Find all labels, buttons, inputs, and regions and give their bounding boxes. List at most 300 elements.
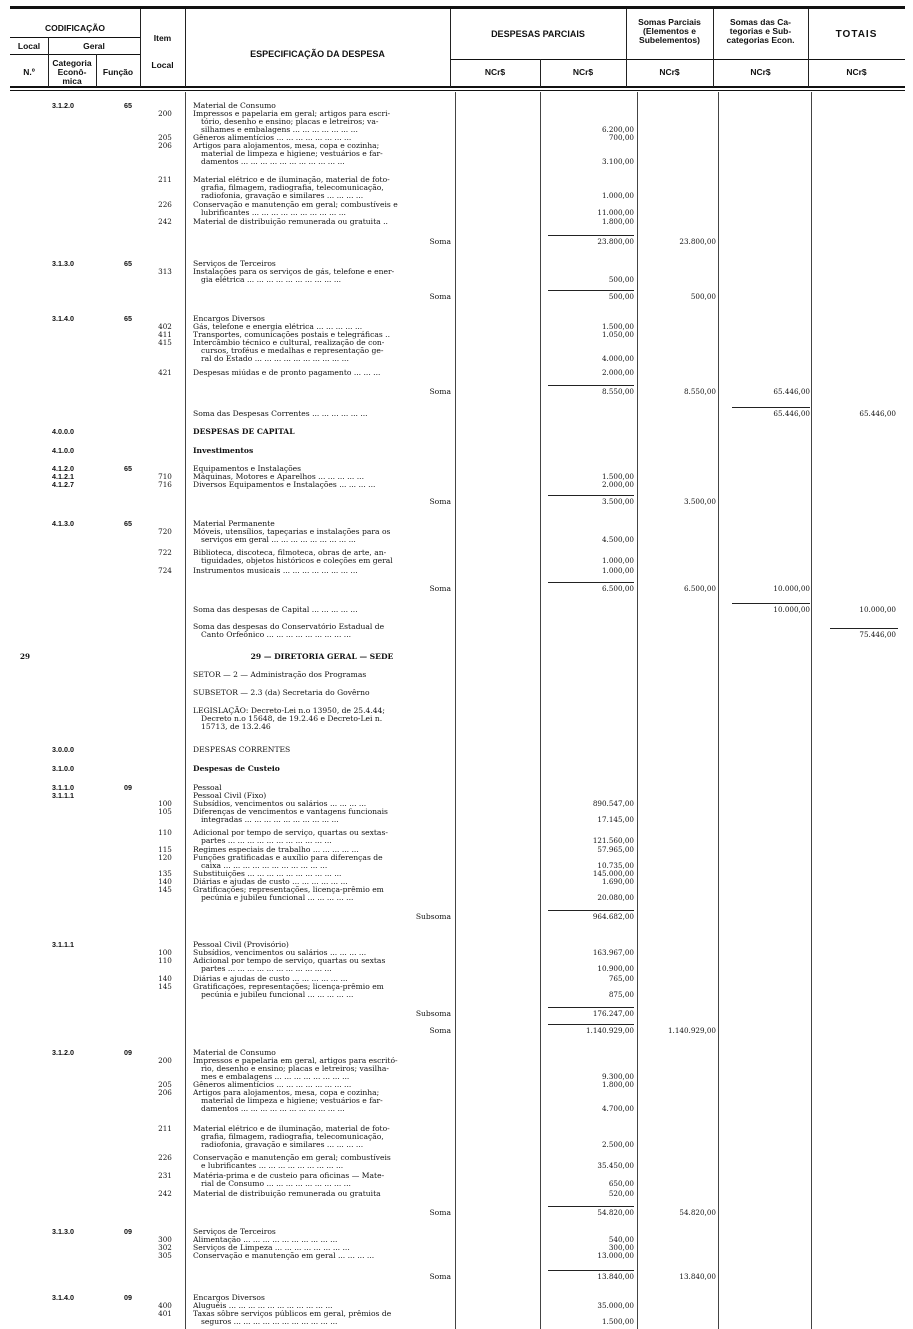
partial-expense-value: 3.500,00 [601, 497, 634, 506]
expense-description: Soma [429, 292, 451, 301]
expense-description: Conservação e manutenção em geral; combustíveis [193, 1153, 391, 1162]
total-value: 65.446,00 [859, 409, 896, 418]
expense-description: SETOR — 2 — Administração dos Programas [193, 670, 367, 679]
partial-sum-value: 500,00 [690, 292, 716, 301]
item-code: 400 [158, 1301, 172, 1310]
economic-category-code: 3.1.1.0 [52, 783, 74, 792]
expense-description: partes ... ... ... ... ... ... ... ... ... ... ... [201, 836, 332, 845]
header-categoria-3: mica [62, 76, 82, 86]
expense-description: Adicional por tempo de serviço, quartas ou sextas [193, 956, 386, 965]
expense-description: Soma das despesas do Conservatório Estadual de [193, 622, 385, 631]
ledger-row [0, 535, 913, 545]
expense-description: Alimentação ... ... ... ... ... ... ... ... ... ... [193, 1235, 338, 1244]
economic-category-code: 3.1.2.0 [52, 1048, 74, 1057]
sum-rule [548, 910, 634, 911]
ledger-row [0, 354, 913, 364]
partial-expense-value: 4.700,00 [601, 1104, 634, 1113]
header-codificacao: CODIFICAÇÃO [45, 23, 105, 33]
item-code: 110 [158, 828, 172, 837]
economic-category-code: 3.1.1.1 [52, 940, 74, 949]
partial-expense-value: 1.800,00 [601, 1080, 634, 1089]
ledger-row [0, 1179, 913, 1189]
partial-expense-value: 20.080,00 [597, 893, 634, 902]
item-code: 100 [158, 948, 172, 957]
item-code: 145 [158, 982, 172, 991]
header-currency-3: NCr$ [659, 67, 680, 77]
header-somas-categorias-3: categorias Econ. [726, 35, 795, 45]
expense-description: radiofonia, gravação e similares ... ... ... ... [201, 1140, 364, 1149]
partial-expense-value: 145.000,00 [592, 869, 634, 878]
item-code: 401 [158, 1309, 172, 1318]
expense-description: grafia, filmagem, radiografia, telecomunicação, [201, 1132, 384, 1141]
economic-category-code: 4.1.2.1 [52, 472, 74, 481]
expense-description: cursos, troféus e medalhas e representação ge- [201, 346, 384, 355]
header-categoria-2: Econô- [57, 67, 87, 77]
expense-description: integradas ... ... ... ... ... ... ... ... ... ... [201, 815, 339, 824]
expense-description: Material de Consumo [193, 101, 276, 110]
ledger-row [0, 630, 913, 640]
partial-expense-value: 890.547,00 [592, 799, 634, 808]
partial-expense-value: 650,00 [608, 1179, 634, 1188]
ledger-row [0, 893, 913, 903]
expense-description: Soma [429, 497, 451, 506]
partial-expense-value: 765,00 [608, 974, 634, 983]
item-code: 145 [158, 885, 172, 894]
expense-description: Serviços de Terceiros [193, 1227, 276, 1236]
expense-description: Canto Orfeônico ... ... ... ... ... ... ... ... ... [201, 630, 352, 639]
expense-description: serviços em geral ... ... ... ... ... ... ... ... ... [201, 535, 356, 544]
sum-rule [548, 290, 634, 291]
ledger-row [0, 387, 913, 397]
expense-description: Impressos e papelaria em geral, artigos para escritó- [193, 1056, 398, 1065]
function-code: 65 [124, 519, 132, 528]
economic-category-code: 3.0.0.0 [52, 745, 74, 754]
header-item: Item [153, 33, 172, 43]
expense-description: caixa ... ... ... ... ... ... ... ... ... ... ... [201, 861, 328, 870]
expense-description: Conservação e manutenção em geral ... ... ... ... [193, 1251, 375, 1260]
category-sum-value: 65.446,00 [773, 409, 810, 418]
header-currency-2: NCr$ [572, 67, 594, 77]
partial-expense-value: 500,00 [608, 292, 634, 301]
item-code: 231 [158, 1171, 172, 1180]
header-funcao: Função [102, 67, 134, 77]
function-code: 09 [124, 1293, 132, 1302]
sum-rule [732, 603, 810, 604]
expense-description: Gratificações, representações; licença-prêmio em [193, 982, 384, 991]
economic-category-code: 4.0.0.0 [52, 427, 74, 436]
ledger-row [0, 1251, 913, 1261]
ledger-row [0, 1208, 913, 1218]
expense-description: tiguidades, objetos históricos e coleções em geral [201, 556, 393, 565]
partial-expense-value: 875,00 [608, 990, 634, 999]
expense-description: Soma [429, 1272, 451, 1281]
top-rule [10, 6, 905, 9]
partial-expense-value: 1.050,00 [601, 330, 634, 339]
partial-expense-value: 3.100,00 [601, 157, 634, 166]
expense-description: tório, desenho e ensino; placas e letreiros; va- [201, 117, 379, 126]
expense-description: Diferenças de vencimentos e vantagens funcionais [193, 807, 388, 816]
expense-description: Material de distribuição remunerada ou gratuita .. [193, 217, 388, 226]
economic-category-code: 4.1.0.0 [52, 446, 74, 455]
expense-description: Intercâmbio técnico e cultural, realização de con- [193, 338, 385, 347]
partial-expense-value: 1.000,00 [601, 556, 634, 565]
partial-expense-value: 54.820,00 [597, 1208, 634, 1217]
expense-description: rial de Consumo ... ... ... ... ... ... ... ... ... [201, 1179, 351, 1188]
partial-expense-value: 1.000,00 [601, 566, 634, 575]
expense-description: Serviços de Terceiros [193, 259, 276, 268]
expense-description: Gás, telefone e energia elétrica ... ... ... ... ... [193, 322, 363, 331]
expense-description: DESPESAS DE CAPITAL [193, 427, 295, 436]
item-code: 115 [158, 845, 172, 854]
ledger-row [0, 237, 913, 247]
header-geral: Geral [83, 41, 105, 51]
partial-expense-value: 1.500,00 [601, 472, 634, 481]
partial-expense-value: 23.800,00 [597, 237, 634, 246]
expense-description: Instalações para os serviços de gás, telefone e ener- [193, 267, 395, 276]
item-code: 211 [158, 1124, 172, 1133]
partial-sum-value: 23.800,00 [679, 237, 716, 246]
expense-description: Substituições ... ... ... ... ... ... ... ... ... ... [193, 869, 342, 878]
expense-description: Soma [429, 237, 451, 246]
expense-description: pecúnia e jubileu funcional ... ... ... ... ... [201, 893, 354, 902]
expense-description: gia elétrica ... ... ... ... ... ... ... ... ... ... [201, 275, 342, 284]
partial-expense-value: 6.500,00 [601, 584, 634, 593]
partial-expense-value: 964.682,00 [592, 912, 634, 921]
header-totais: TOTAIS [835, 29, 878, 40]
header-rule-codificacao [10, 37, 140, 38]
header-somas-parciais-1: Somas Parciais [638, 17, 701, 27]
ledger-row [0, 556, 913, 566]
header-currency-1: NCr$ [484, 67, 506, 77]
ledger-row [0, 584, 913, 594]
function-code: 65 [124, 464, 132, 473]
sum-rule [548, 582, 634, 583]
ledger-row [0, 1317, 913, 1327]
expense-description: radiofonia, gravação e similares ... ... ... ... [201, 191, 364, 200]
partial-expense-value: 1.690,00 [601, 877, 634, 886]
function-code: 65 [124, 314, 132, 323]
ledger-row [0, 1272, 913, 1282]
expense-description: material de limpeza e higiene; vestuários e far- [201, 1096, 383, 1105]
header-bottom-rule [10, 86, 905, 88]
economic-category-code: 4.1.3.0 [52, 519, 74, 528]
ledger-row [0, 409, 913, 419]
partial-sum-value: 1.140.929,00 [667, 1026, 716, 1035]
expense-description: Instrumentos musicais ... ... ... ... ... ... ... ... [193, 566, 358, 575]
partial-expense-value: 2.000,00 [601, 368, 634, 377]
expense-description: LEGISLAÇÃO: Decreto-Lei n.o 13950, de 25.4.44; [193, 706, 385, 715]
function-code: 09 [124, 1227, 132, 1236]
function-code: 65 [124, 101, 132, 110]
economic-category-code: 3.1.1.1 [52, 791, 74, 800]
header-currency-4: NCr$ [750, 67, 771, 77]
ledger-row [0, 652, 913, 662]
item-code: 305 [158, 1251, 172, 1260]
partial-expense-value: 9.300,00 [601, 1072, 634, 1081]
item-code: 415 [158, 338, 172, 347]
ledger-row [0, 217, 913, 227]
ledger-row [0, 688, 913, 698]
header-item-local: Local [151, 60, 174, 70]
expense-description: Subsoma [415, 912, 451, 921]
expense-description: Encargos Diversos [193, 1293, 265, 1302]
expense-description: Impressos e papelaria em geral; artigos para escri- [193, 109, 391, 118]
item-code: 110 [158, 956, 172, 965]
expense-description: Material elétrico e de iluminação, material de foto- [193, 1124, 390, 1133]
partial-expense-value: 8.550,00 [601, 387, 634, 396]
ledger-row [0, 157, 913, 167]
category-sum-value: 10.000,00 [773, 605, 810, 614]
expense-description: Decreto n.o 15648, de 19.2.46 e Decreto-Lei n. [201, 714, 383, 723]
expense-description: grafia, filmagem, radiografia, telecomunicação, [201, 183, 384, 192]
function-code: 09 [124, 1048, 132, 1057]
expense-description: Material Permanente [193, 519, 275, 528]
partial-expense-value: 300,00 [608, 1243, 634, 1252]
expense-description: Conservação e manutenção em geral; combustíveis e [193, 200, 398, 209]
item-code: 226 [158, 200, 172, 209]
item-code: 200 [158, 109, 172, 118]
ledger-row [0, 292, 913, 302]
expense-description: DESPESAS CORRENTES [193, 745, 291, 754]
expense-description: material de limpeza e higiene; vestuários e far- [201, 149, 383, 158]
partial-sum-value: 13.840,00 [679, 1272, 716, 1281]
expense-description: Aluguéis ... ... ... ... ... ... ... ... ... ... ... [193, 1301, 333, 1310]
expense-description: Regimes especiais de trabalho ... ... ... ... ... [193, 845, 359, 854]
expense-description: Pessoal Civil (Provisório) [193, 940, 289, 949]
partial-sum-value: 54.820,00 [679, 1208, 716, 1217]
expense-description: lubrificantes ... ... ... ... ... ... ... ... ... ... [201, 208, 346, 217]
partial-expense-value: 4.500,00 [601, 535, 634, 544]
item-code: 140 [158, 877, 172, 886]
item-code: 724 [158, 566, 172, 575]
ledger-row [0, 964, 913, 974]
ledger-row [0, 764, 913, 774]
header-no: N.º [23, 67, 35, 77]
expense-description: Subsoma [415, 1009, 451, 1018]
sum-rule [732, 407, 810, 408]
expense-description: Móveis, utensílios, tapeçarias e instalações para os [193, 527, 391, 536]
item-code: 421 [158, 368, 172, 377]
partial-expense-value: 163.967,00 [592, 948, 634, 957]
partial-expense-value: 540,00 [608, 1235, 634, 1244]
sum-rule [548, 1206, 634, 1207]
economic-category-code: 3.1.4.0 [52, 314, 74, 323]
economic-category-code: 4.1.2.7 [52, 480, 74, 489]
expense-description: Gêneros alimentícios ... ... ... ... ... ... ... ... [193, 133, 352, 142]
header-bottom-rule-2 [10, 90, 905, 91]
expense-description: Investimentos [193, 446, 254, 455]
header-somas-parciais-3: Subelementos) [639, 35, 700, 45]
expense-description: Despesas miúdas e de pronto pagamento ... ... ... [193, 368, 381, 377]
item-code: 242 [158, 217, 172, 226]
expense-description: Artigos para alojamentos, mesa, copa e cozinha; [193, 141, 380, 150]
ledger-row [0, 815, 913, 825]
header-currency-5: NCr$ [846, 67, 867, 77]
item-code: 206 [158, 1088, 172, 1097]
expense-description: Soma [429, 387, 451, 396]
item-code: 200 [158, 1056, 172, 1065]
economic-category-code: 3.1.4.0 [52, 1293, 74, 1302]
expense-description: Soma das Despesas Correntes ... ... ... ... ... ... [193, 409, 368, 418]
item-code: 313 [158, 267, 172, 276]
sum-rule [548, 495, 634, 496]
sum-rule [548, 1024, 634, 1025]
partial-expense-value: 121.560,00 [592, 836, 634, 845]
expense-description: 15713, de 13.2.46 [201, 722, 271, 731]
header-somas-categorias-2: tegorias e Sub- [729, 26, 792, 36]
item-code: 720 [158, 527, 172, 536]
expense-description: Soma [429, 1026, 451, 1035]
partial-expense-value: 11.000,00 [597, 208, 634, 217]
ledger-row [0, 275, 913, 285]
expense-description: Material de distribuição remunerada ou gratuita [193, 1189, 381, 1198]
ledger-row [0, 722, 913, 732]
sum-rule [548, 1270, 634, 1271]
economic-category-code: 3.1.0.0 [52, 764, 74, 773]
item-code: 206 [158, 141, 172, 150]
item-code: 716 [158, 480, 172, 489]
expense-description: partes ... ... ... ... ... ... ... ... ... ... ... [201, 964, 332, 973]
ledger-row [0, 566, 913, 576]
ledger-row [0, 670, 913, 680]
economic-category-code: 3.1.2.0 [52, 101, 74, 110]
expense-description: Transportes, comunicações postais e telegráficas .. [193, 330, 391, 339]
expense-description: Despesas de Custeio [193, 764, 280, 773]
ledger-row [0, 1140, 913, 1150]
category-sum-value: 10.000,00 [773, 584, 810, 593]
item-code: 140 [158, 974, 172, 983]
total-value: 75.446,00 [859, 630, 896, 639]
partial-sum-value: 8.550,00 [683, 387, 716, 396]
item-code: 100 [158, 799, 172, 808]
ledger-row [0, 745, 913, 755]
expense-description: Subsídios, vencimentos ou salários ... ... ... ... [193, 948, 367, 957]
expense-description: Material elétrico e de iluminação, material de foto- [193, 175, 390, 184]
partial-expense-value: 17.145,00 [597, 815, 634, 824]
economic-category-code: 3.1.3.0 [52, 1227, 74, 1236]
expense-description: Adicional por tempo de serviço, quartas ou sextas- [193, 828, 388, 837]
partial-expense-value: 2.500,00 [601, 1140, 634, 1149]
expense-description: Material de Consumo [193, 1048, 276, 1057]
expense-description: Soma [429, 584, 451, 593]
expense-description: pecúnia e jubileu funcional ... ... ... ... ... [201, 990, 354, 999]
partial-expense-value: 13.840,00 [597, 1272, 634, 1281]
sum-rule [548, 385, 634, 386]
expense-description: Subsídios, vencimentos ou salários ... ... ... ... [193, 799, 367, 808]
header-sep-codificacao [140, 9, 141, 87]
ledger-row [0, 990, 913, 1000]
expense-description: Biblioteca, discoteca, filmoteca, obras de arte, an- [193, 548, 387, 557]
ledger-row [0, 605, 913, 615]
expense-description: Soma [429, 1208, 451, 1217]
header-rule-currency [450, 59, 905, 60]
economic-category-code: 4.1.2.0 [52, 464, 74, 473]
expense-description: mes e embalagens ... ... ... ... ... ... ... ... [201, 1072, 350, 1081]
expense-description: Serviços de Limpeza ... ... ... ... ... ... ... ... [193, 1243, 350, 1252]
expense-description: e lubrificantes ... ... ... ... ... ... ... ... ... [201, 1161, 344, 1170]
item-code: 105 [158, 807, 172, 816]
partial-expense-value: 13.000,00 [597, 1251, 634, 1260]
partial-expense-value: 2.000,00 [601, 480, 634, 489]
expense-description: Matéria-prima e de custeio para oficinas — Mate- [193, 1171, 385, 1180]
partial-expense-value: 35.450,00 [597, 1161, 634, 1170]
ledger-row [0, 1189, 913, 1199]
partial-expense-value: 1.000,00 [601, 191, 634, 200]
expense-description: damentos ... ... ... ... ... ... ... ... ... ... ... [201, 157, 345, 166]
expense-description: Equipamentos e Instalações [193, 464, 302, 473]
item-code: 135 [158, 869, 172, 878]
partial-expense-value: 500,00 [608, 275, 634, 284]
partial-expense-value: 176.247,00 [592, 1009, 634, 1018]
ledger-row [0, 480, 913, 490]
expense-description: Diversos Equipamentos e Instalações ... ... ... ... [193, 480, 376, 489]
ledger-row [0, 1104, 913, 1114]
expense-description: ral do Estado ... ... ... ... ... ... ... ... ... ... [201, 354, 349, 363]
partial-expense-value: 1.500,00 [601, 322, 634, 331]
partial-expense-value: 1.140.929,00 [585, 1026, 634, 1035]
item-code: 211 [158, 175, 172, 184]
partial-expense-value: 35.000,00 [597, 1301, 634, 1310]
item-code: 402 [158, 322, 172, 331]
expense-description: Artigos para alojamentos, mesa, copa e cozinha; [193, 1088, 380, 1097]
expense-description: Taxas sôbre serviços públicos em geral, prêmios de [193, 1309, 392, 1318]
expense-description: Pessoal Civil (Fixo) [193, 791, 267, 800]
expense-description: 29 — DIRETORIA GERAL — SEDE [250, 652, 394, 661]
partial-expense-value: 700,00 [608, 133, 634, 142]
partial-sum-value: 3.500,00 [683, 497, 716, 506]
partial-expense-value: 10.900,00 [597, 964, 634, 973]
header-somas-parciais-2: (Elementos e [643, 26, 696, 36]
item-code: 120 [158, 853, 172, 862]
expense-description: Funções gratificadas e auxílio para diferenças de [193, 853, 383, 862]
expense-description: Máquinas, Motores e Aparelhos ... ... ... ... ... [193, 472, 365, 481]
item-code: 205 [158, 133, 172, 142]
ledger-row [0, 1161, 913, 1171]
expense-description: Diárias e ajudas de custo ... ... ... ... ... ... [193, 877, 348, 886]
expense-description: Diárias e ajudas de custo ... ... ... ... ... ... [193, 974, 348, 983]
ledger-row [0, 912, 913, 922]
header-local: Local [17, 41, 41, 51]
header-despesas-parciais: DESPESAS PARCIAIS [491, 29, 585, 39]
expense-description: damentos ... ... ... ... ... ... ... ... ... ... ... [201, 1104, 345, 1113]
expense-description: Gratificações; representações, licença-prêmio em [193, 885, 384, 894]
item-code: 300 [158, 1235, 172, 1244]
partial-expense-value: 1.800,00 [601, 217, 634, 226]
sum-rule [548, 235, 634, 236]
header-categoria-1: Categoria [52, 58, 92, 68]
expense-description: Soma das despesas de Capital ... ... ... ... ... [193, 605, 358, 614]
ledger-row [0, 1026, 913, 1036]
expense-description: SUBSETOR — 2.3 (da) Secretaria do Govêrno [193, 688, 370, 697]
item-code: 302 [158, 1243, 172, 1252]
item-code: 205 [158, 1080, 172, 1089]
expense-description: rio, desenho e ensino; placas e letreiros; vasilha- [201, 1064, 389, 1073]
item-code: 411 [158, 330, 172, 339]
ledger-row [0, 1009, 913, 1019]
partial-sum-value: 6.500,00 [683, 584, 716, 593]
sum-rule [548, 1007, 634, 1008]
expense-description: Gêneros alimentícios ... ... ... ... ... ... ... ... [193, 1080, 352, 1089]
header-rule-geral [10, 54, 140, 55]
expense-description: silhames e embalagens ... ... ... ... ... ... ... [201, 125, 358, 134]
partial-expense-value: 520,00 [608, 1189, 634, 1198]
section-number: 29 [20, 652, 31, 661]
ledger-row [0, 427, 913, 437]
item-code: 722 [158, 548, 172, 557]
item-code: 226 [158, 1153, 172, 1162]
total-value: 10.000,00 [859, 605, 896, 614]
ledger-row [0, 368, 913, 378]
